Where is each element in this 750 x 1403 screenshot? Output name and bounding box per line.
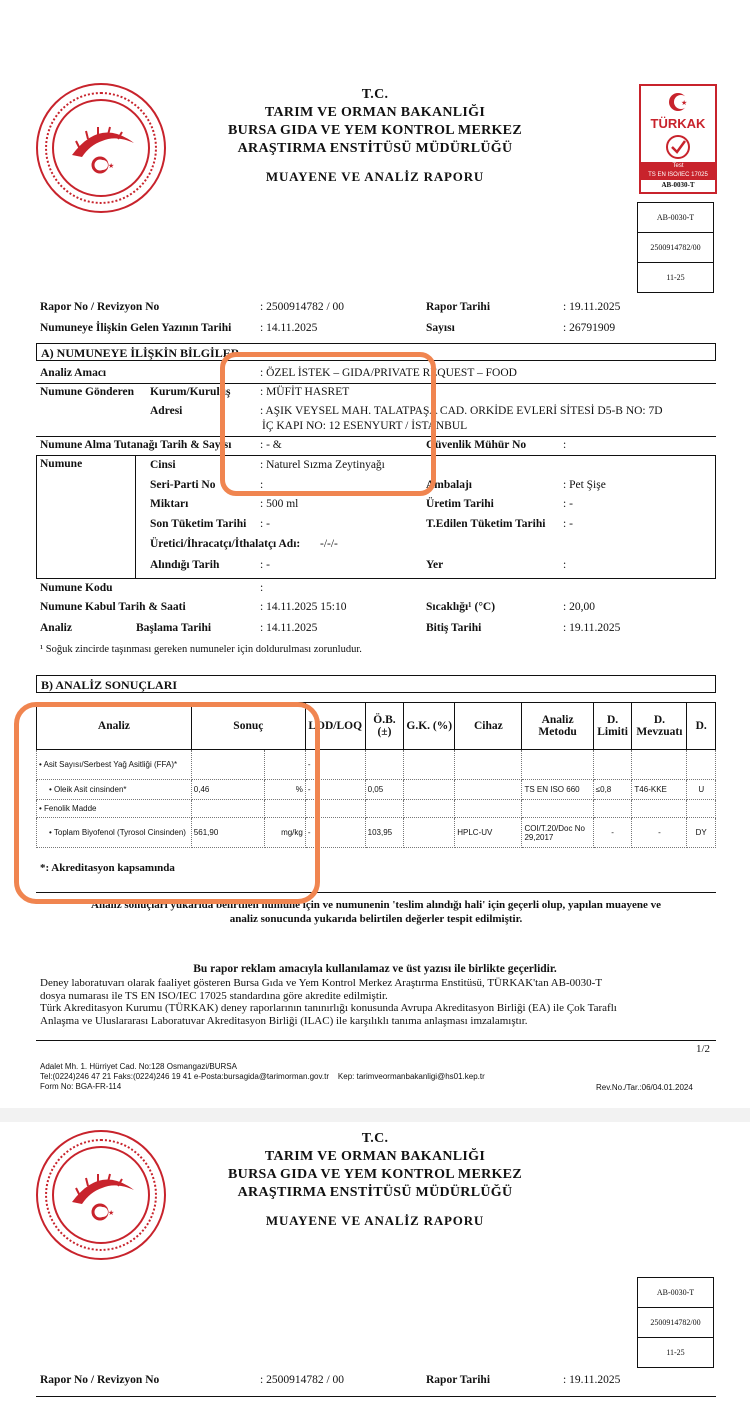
sampling-value: : - &	[260, 439, 282, 451]
sampling-label: Numune Alma Tutanağı Tarih & Sayısı	[40, 439, 232, 451]
sample-label: Numune	[40, 458, 83, 470]
document-header	[0, 1130, 750, 1230]
footer-contact: Tel:(0224)246 47 21 Faks:(0224)246 19 41 e-Posta:bursagida@tarimorman.gov.tr	[40, 1072, 330, 1081]
cell-recovery	[404, 750, 455, 780]
cell-limit	[593, 750, 632, 780]
cell-device: HPLC-UV	[455, 818, 522, 848]
report-no-value: : 2500914782 / 00	[260, 1374, 345, 1386]
cell-limit	[593, 800, 632, 818]
sender-value: : MÜFİT HASRET	[260, 386, 350, 398]
highlight-annotation-results	[14, 702, 320, 904]
turkak-standard-band	[641, 162, 715, 180]
cell-method: TS EN ISO 660	[522, 780, 593, 800]
code-box-report-no: 2500914782/00	[638, 233, 713, 263]
para2-line1: Türk Akreditasyon Kurumu (TÜRKAK) deney raporlarının tanınırlığı konusunda Avrupa Akreditasyon Birliği (EA) ile Çok Taraflı	[40, 1002, 617, 1014]
security-seal-label: Güvenlik Mühür No	[426, 439, 527, 451]
letter-count-label: Sayısı	[426, 322, 455, 334]
validity-line-2: analiz sonucunda yukarıda belirtilen değerler tespit edilmiştir.	[229, 913, 523, 925]
t-expiry-label: T.Edilen Tüketim Tarihi	[426, 518, 546, 530]
cell-uncertainty	[365, 800, 404, 818]
col-regulation: D. Mevzuatı	[632, 703, 687, 750]
cell-evaluation: DY	[687, 818, 716, 848]
page-number: 1/2	[696, 1043, 711, 1055]
sample-code-label: Numune Kodu	[40, 582, 113, 594]
taken-date-value: : -	[260, 559, 270, 571]
svg-text:★: ★	[108, 1209, 115, 1217]
col-limit: D. Limiti	[593, 703, 632, 750]
temperature-label: Sıcaklığı¹ (°C)	[426, 601, 496, 613]
code-box-accreditation: AB-0030-T	[638, 1278, 713, 1308]
cell-analysis: • Fenolik Madde	[37, 800, 192, 818]
cold-chain-footnote: ¹ Soğuk zincirde taşınması gereken numuneler için doldurulması zorunludur.	[40, 644, 362, 655]
temperature-value: : 20,00	[563, 601, 595, 613]
footer-kep: Kep: tarimveormanbakanligi@hs01.kep.tr	[337, 1072, 485, 1081]
package-value: : Pet Şişe	[563, 479, 606, 491]
col-device: Cihaz	[455, 703, 522, 750]
header-institute-2: ARAŞTIRMA ENSTİTÜSÜ MÜDÜRLÜĞÜ	[237, 1185, 513, 1200]
cell-uncertainty: 103,95	[365, 818, 404, 848]
header-institute-1: BURSA GIDA VE YEM KONTROL MERKEZ	[228, 1167, 522, 1182]
highlight-annotation-sender	[220, 352, 436, 496]
section-a-title: A) NUMUNEYE İLİŞKİN BİLGİLER	[36, 343, 716, 361]
cell-unit: %	[265, 780, 306, 800]
expiry-value: : -	[260, 518, 270, 530]
report-title: MUAYENE VE ANALİZ RAPORU	[265, 1213, 485, 1228]
divider	[135, 455, 136, 579]
col-lod-loq: LOD/LOQ	[305, 703, 365, 750]
turkak-code: AB-0030-T	[661, 181, 695, 189]
header-tc: T.C.	[361, 1131, 389, 1146]
report-title: MUAYENE VE ANALİZ RAPORU	[265, 169, 485, 184]
col-uncertainty: Ö.B. (±)	[365, 703, 404, 750]
code-box-date: 11-25	[666, 273, 685, 282]
cell-regulation	[632, 750, 687, 780]
letter-count-value: : 26791909	[563, 322, 616, 334]
security-seal-value: :	[563, 439, 567, 451]
end-date-label: Bitiş Tarihi	[426, 622, 482, 634]
para2-line2: Anlaşma ve Uluslararası Laboratuvar Akreditasyon Birliği (ILAC) ile karşılıklı tanıma anlaşması imzalamıştır.	[40, 1014, 528, 1027]
place-value: :	[563, 559, 567, 571]
turkak-name: TÜRKAK	[650, 116, 706, 131]
para1-line2: dosya numarası ile TS EN ISO/IEC 17025 standardına göre akredite edilmiştir.	[40, 989, 388, 1002]
col-recovery: G.K. (%)	[404, 703, 455, 750]
svg-text:★: ★	[681, 99, 688, 107]
address-label: Adresi	[150, 405, 183, 417]
divider	[36, 1396, 716, 1397]
producer-value: -/-/-	[320, 538, 338, 550]
cell-limit: -	[593, 818, 632, 848]
header-ministry: TARIM VE ORMAN BAKANLIĞI	[264, 1149, 486, 1164]
cell-lod: -	[305, 780, 365, 800]
start-date-value: : 14.11.2025	[260, 622, 318, 634]
taken-date-label: Alındığı Tarih	[150, 559, 220, 571]
divider	[715, 455, 716, 579]
production-date-label: Üretim Tarihi	[426, 498, 494, 510]
letter-date-value: : 14.11.2025	[260, 322, 318, 334]
place-label: Yer	[426, 559, 444, 571]
amount-value: : 500 ml	[260, 498, 299, 510]
cell-analysis: • Toplam Biyofenol (Tyrosol Cinsinden)	[37, 818, 192, 848]
footer-revision: Rev.No./Tar.:06/04.01.2024	[596, 1083, 693, 1092]
header-institute-2: ARAŞTIRMA ENSTİTÜSÜ MÜDÜRLÜĞÜ	[237, 141, 513, 156]
col-analysis: Analiz	[37, 703, 192, 750]
end-date-value: : 19.11.2025	[563, 622, 621, 634]
accreditation-paragraph	[40, 977, 617, 1027]
amount-label: Miktarı	[150, 498, 189, 510]
cell-uncertainty	[365, 750, 404, 780]
cell-uncertainty: 0,05	[365, 780, 404, 800]
divider	[36, 1040, 716, 1041]
cell-method	[522, 750, 593, 780]
analysis-label: Analiz	[40, 622, 72, 634]
validity-line-1: Analiz sonuçları yukarıda belirtilen numune için ve numunenin 'teslim alındığı hali' için geçerli olup, yapılan muayene ve	[91, 899, 661, 911]
sender-label: Numune Gönderen	[40, 386, 135, 398]
expiry-label: Son Tüketim Tarihi	[150, 518, 247, 530]
col-evaluation: D.	[687, 703, 716, 750]
code-box-date: 11-25	[666, 1348, 685, 1357]
advertising-note: Bu rapor reklam amacıyla kullanılamaz ve üst yazısı ile birlikte geçerlidir.	[193, 963, 557, 975]
cell-device	[455, 750, 522, 780]
header-tc: T.C.	[361, 87, 389, 102]
cell-device	[455, 800, 522, 818]
footer-address: Adalet Mh. 1. Hürriyet Cad. No:128 Osmangazi/BURSA	[40, 1062, 237, 1071]
report-date-value: : 19.11.2025	[563, 1374, 621, 1386]
section-b-title: B) ANALİZ SONUÇLARI	[36, 675, 716, 693]
header-ministry: TARIM VE ORMAN BAKANLIĞI	[264, 105, 486, 120]
type-label: Cinsi	[150, 459, 176, 471]
cell-evaluation	[687, 800, 716, 818]
col-result: Sonuç	[191, 703, 305, 750]
cell-analysis: • Asit Sayısı/Serbest Yağ Asitliği (FFA)*	[37, 750, 192, 780]
turkak-accreditation-logo	[639, 84, 717, 194]
cell-evaluation: U	[687, 780, 716, 800]
cell-lod: -	[305, 818, 365, 848]
sample-code-value: :	[260, 582, 264, 594]
report-no-label: Rapor No / Revizyon No	[40, 301, 160, 313]
report-code-box	[637, 1277, 714, 1368]
serial-label: Seri-Parti No	[150, 479, 216, 491]
cell-recovery	[404, 800, 455, 818]
start-date-label: Başlama Tarihi	[136, 622, 212, 634]
turkak-standard: TS EN ISO/IEC 17025	[648, 172, 708, 178]
cell-limit: ≤0,8	[593, 780, 632, 800]
address-line-1: : AŞIK VEYSEL MAH. TALATPAŞA CAD. ORKİDE EVLERİ SİTESİ D5-B NO: 7D	[260, 405, 663, 417]
footer-form-no: Form No: BGA-FR-114	[40, 1082, 122, 1091]
accept-label: Numune Kabul Tarih & Saati	[40, 601, 186, 613]
letter-date-label: Numuneye İlişkin Gelen Yazının Tarihi	[40, 322, 232, 334]
code-box-report-no: 2500914782/00	[638, 1308, 713, 1338]
header-institute-1: BURSA GIDA VE YEM KONTROL MERKEZ	[228, 123, 522, 138]
cell-recovery	[404, 780, 455, 800]
report-date-value: : 19.11.2025	[563, 301, 621, 313]
purpose-label: Analiz Amacı	[40, 367, 107, 379]
para1-line1: Deney laboratuvarı olarak faaliyet gösteren Bursa Gıda ve Yem Kontrol Merkez Araştırma Enstitüsü, TÜRKAK'tan AB-0030-T	[40, 977, 603, 989]
cell-regulation	[632, 800, 687, 818]
col-method: Analiz Metodu	[522, 703, 593, 750]
report-date-label: Rapor Tarihi	[426, 301, 491, 313]
code-box-accreditation: AB-0030-T	[638, 203, 713, 233]
divider	[36, 455, 37, 579]
report-no-value: : 2500914782 / 00	[260, 301, 345, 313]
cell-analysis: • Oleik Asit cinsinden*	[37, 780, 192, 800]
cell-evaluation	[687, 750, 716, 780]
cell-device	[455, 780, 522, 800]
package-label: Ambalajı	[426, 479, 472, 491]
type-value: : Naturel Sızma Zeytinyağı	[260, 459, 385, 471]
purpose-value: : ÖZEL İSTEK – GIDA/PRIVATE REQUEST – FOOD	[260, 367, 517, 379]
svg-text:★: ★	[108, 162, 115, 170]
cell-lod: -	[305, 750, 365, 780]
cell-unit: mg/kg	[265, 818, 306, 848]
accreditation-note: *: Akreditasyon kapsamında	[40, 862, 175, 874]
document-header	[0, 86, 750, 186]
footer	[40, 1062, 485, 1092]
report-page-2	[0, 1122, 750, 1403]
cell-regulation: T46-KKE	[632, 780, 687, 800]
cell-method	[522, 800, 593, 818]
cell-recovery	[404, 818, 455, 848]
cell-result: 561,90	[191, 818, 264, 848]
address-line-2: İÇ KAPI NO: 12 ESENYURT / İSTANBUL	[262, 420, 468, 432]
report-no-label: Rapor No / Revizyon No	[40, 1374, 160, 1386]
accept-value: : 14.11.2025 15:10	[260, 601, 347, 613]
cell-regulation: -	[632, 818, 687, 848]
cell-result: 0,46	[191, 780, 264, 800]
t-expiry-value: : -	[563, 518, 573, 530]
report-date-label: Rapor Tarihi	[426, 1374, 491, 1386]
turkak-test-label: Test	[672, 163, 684, 169]
production-date-value: : -	[563, 498, 573, 510]
sender-sub-label: Kurum/Kuruluş	[150, 386, 231, 398]
divider	[36, 578, 716, 579]
cell-method: COI/T.20/Doc No 29,2017	[522, 818, 593, 848]
producer-label: Üretici/İhracatçı/İthalatçı Adı:	[150, 538, 301, 550]
report-code-box	[637, 202, 714, 293]
serial-value: :	[260, 479, 264, 491]
